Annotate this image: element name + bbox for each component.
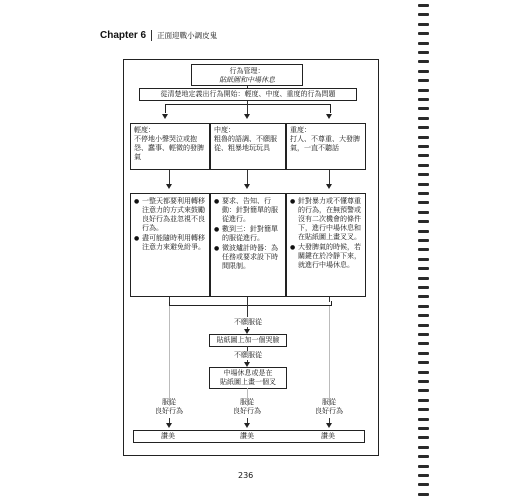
binding-ring xyxy=(418,286,429,289)
sticker-frown-box: 貼紙圖上加一個哭臉 xyxy=(209,334,287,347)
praise-label: 讚美 xyxy=(161,432,175,440)
binding-ring xyxy=(418,126,429,129)
level-text: 中度： 粗魯的語調、不願服從、粗暴地玩玩具 xyxy=(214,126,277,152)
binding-ring xyxy=(418,79,429,82)
binding-ring xyxy=(418,23,429,26)
comply-text: 服從 xyxy=(240,398,254,406)
binding-ring xyxy=(418,51,429,54)
connector-level-2b xyxy=(247,175,248,184)
binding-ring xyxy=(418,333,429,336)
binding-ring xyxy=(418,305,429,308)
binding-ring xyxy=(418,399,429,402)
binding-ring xyxy=(418,136,429,139)
level-box-severe xyxy=(286,123,366,170)
binding-ring xyxy=(418,164,429,167)
level-text: 重度： 打人、不尊重、大發脾氣，一直不聽話 xyxy=(290,126,360,152)
binding-ring xyxy=(418,201,429,204)
binding-ring xyxy=(418,427,429,430)
binding-ring xyxy=(418,239,429,242)
advice-item: ● 微波爐計時器：為任務或要求設下時間限制。 xyxy=(222,244,282,271)
level-box-moderate xyxy=(210,123,286,170)
binding-ring xyxy=(418,446,429,449)
advice-item: ● 一整天都要利用轉移注意力的方式來鼓勵良好行為並忽視不良行為。 xyxy=(142,197,206,233)
advice-item: ● 盡可能隨時利用轉移注意力來避免紛爭。 xyxy=(142,234,206,252)
split-bracket-1 xyxy=(165,104,331,113)
intro-box: 從清楚地定義出行為開始：輕度、中度、重度的行為問題 xyxy=(139,88,357,101)
connector-level-1b xyxy=(169,175,170,184)
page-number: 236 xyxy=(238,471,254,480)
advice-item: ● 大發脾氣的時候，若關鍵在於冷靜下來，就進行中場休息。 xyxy=(298,243,362,270)
binding-ring xyxy=(418,4,429,7)
comply-text: 服從 xyxy=(162,398,176,406)
timeout-line2: 貼紙圖上畫一個叉 xyxy=(220,378,276,386)
binding-ring xyxy=(418,98,429,101)
header-divider xyxy=(151,30,152,41)
binding-ring xyxy=(418,483,429,486)
timeout-line1: 中場休息或是在 xyxy=(223,369,273,377)
binding-ring xyxy=(418,389,429,392)
binding-ring xyxy=(418,154,429,157)
spiral-binding xyxy=(412,0,432,500)
binding-ring xyxy=(418,32,429,35)
comply-text: 良好行為 xyxy=(315,407,343,415)
arrow-down-icon xyxy=(244,184,250,189)
advice-item: ● 要求、告知、行動：針對簡單的服從進行。 xyxy=(222,197,282,224)
connector-level-3b xyxy=(329,175,330,184)
binding-ring xyxy=(418,192,429,195)
binding-ring xyxy=(418,230,429,233)
advice-box-severe xyxy=(286,193,366,297)
timeout-box xyxy=(209,367,287,389)
comply-text: 良好行為 xyxy=(155,407,183,415)
merge-bracket xyxy=(169,301,332,306)
side-line-right xyxy=(329,306,330,406)
praise-label: 讚美 xyxy=(321,432,335,440)
binding-ring xyxy=(418,211,429,214)
level-box-mild xyxy=(130,123,210,170)
not-comply-label-1: 不願服從 xyxy=(234,318,262,326)
binding-ring xyxy=(418,42,429,45)
binding-ring xyxy=(418,371,429,374)
comply-text: 良好行為 xyxy=(233,407,261,415)
binding-ring xyxy=(418,436,429,439)
arrow-down-icon xyxy=(326,114,332,119)
arrow-down-icon xyxy=(326,423,332,428)
binding-ring xyxy=(418,89,429,92)
binding-ring xyxy=(418,380,429,383)
binding-ring xyxy=(418,267,429,270)
binding-ring xyxy=(418,418,429,421)
binding-ring xyxy=(418,465,429,468)
comply-label-right xyxy=(309,398,349,416)
connector-mid-1 xyxy=(247,104,248,114)
binding-ring xyxy=(418,145,429,148)
advice-box-moderate xyxy=(210,193,286,297)
binding-ring xyxy=(418,361,429,364)
side-line-left xyxy=(169,306,170,406)
binding-ring xyxy=(418,60,429,63)
chapter-number: Chapter 6 xyxy=(100,29,147,41)
chapter-header xyxy=(100,28,217,42)
advice-box-mild xyxy=(130,193,210,297)
connector-advice-3 xyxy=(329,297,330,302)
arrow-down-icon xyxy=(244,114,250,119)
arrow-down-icon xyxy=(166,423,172,428)
praise-label: 讚美 xyxy=(240,432,254,440)
binding-ring xyxy=(418,474,429,477)
arrow-down-icon xyxy=(166,184,172,189)
binding-ring xyxy=(418,408,429,411)
binding-ring xyxy=(418,183,429,186)
binding-ring xyxy=(418,295,429,298)
level-text: 輕度： 不停地小聲哭泣或抱怨、蠢事、輕微的發脾氣 xyxy=(134,126,204,161)
binding-ring xyxy=(418,342,429,345)
binding-ring xyxy=(418,70,429,73)
binding-ring xyxy=(418,220,429,223)
comply-label-left xyxy=(149,398,189,416)
binding-ring xyxy=(418,173,429,176)
advice-item: ● 數到三：針對簡單的服從進行。 xyxy=(222,225,282,243)
flowchart-title-line2: 貼紙圖和中場休息 xyxy=(219,76,275,84)
binding-ring xyxy=(418,455,429,458)
binding-ring xyxy=(418,324,429,327)
chapter-title: 正面迎戰小調皮鬼 xyxy=(157,30,218,40)
arrow-down-icon xyxy=(326,184,332,189)
connector-advice-1 xyxy=(169,297,170,302)
praise-bar xyxy=(133,430,365,443)
arrow-down-icon xyxy=(244,423,250,428)
arrow-down-icon xyxy=(162,114,168,119)
comply-label-center xyxy=(227,398,267,416)
binding-ring xyxy=(418,13,429,16)
flowchart-title xyxy=(191,64,303,86)
binding-ring xyxy=(418,117,429,120)
flowchart-title-line1: 行為管理： xyxy=(229,67,265,75)
not-comply-label-2: 不願服從 xyxy=(234,351,262,359)
advice-item: ● 針對暴力或不懂尊重的行為，在無預警或沒有二次機會的條件下，進行中場休息和在貼紙圖上畫叉叉。 xyxy=(298,197,362,242)
connector-advice-2 xyxy=(247,297,248,317)
binding-ring xyxy=(418,248,429,251)
comply-text: 服從 xyxy=(322,398,336,406)
binding-ring xyxy=(418,352,429,355)
binding-ring xyxy=(418,493,429,496)
binding-ring xyxy=(418,258,429,261)
binding-ring xyxy=(418,314,429,317)
binding-ring xyxy=(418,277,429,280)
binding-ring xyxy=(418,107,429,110)
